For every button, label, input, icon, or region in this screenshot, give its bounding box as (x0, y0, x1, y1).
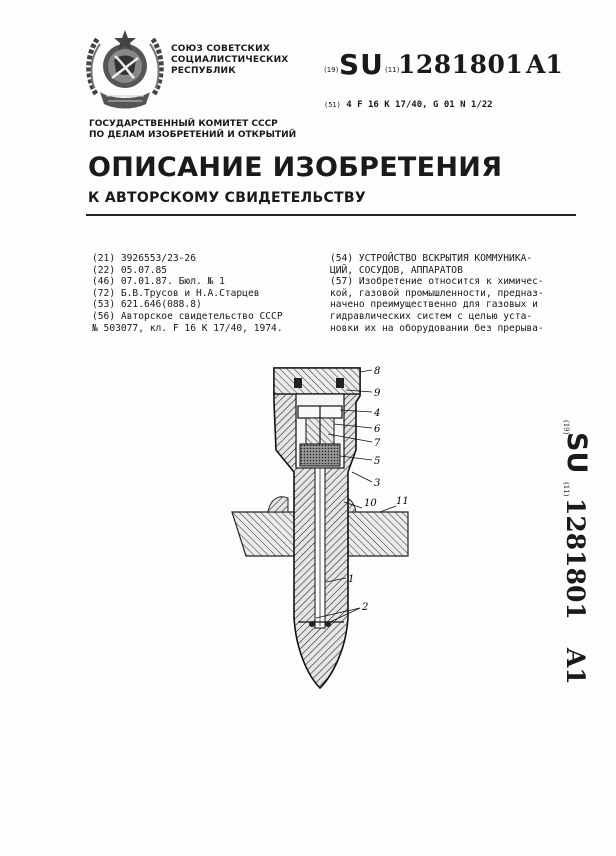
abstract-line: новки их на оборудовании без прерыва- (330, 322, 544, 334)
committee-name (89, 119, 296, 141)
sub-label: (11) (385, 66, 400, 74)
side-kind-code: A1 (561, 648, 590, 685)
biblio-line: (56) Авторское свидетельство СССР (92, 310, 283, 322)
figure-label: 3 (374, 478, 381, 489)
union-line: СОЦИАЛИСТИЧЕСКИХ (171, 55, 289, 65)
figure-label: 1 (348, 574, 355, 585)
ussr-emblem (84, 24, 166, 110)
union-name (171, 44, 288, 77)
side-doc-number-label: (19) (562, 420, 570, 435)
union-line: СОЮЗ СОВЕТСКИХ (171, 44, 270, 54)
side-sub-label: (11) (562, 482, 570, 497)
biblio-line: (22) 05.07.85 (92, 264, 168, 276)
biblio-line: № 503077, кл. F 16 K 17/40, 1974. (92, 322, 283, 334)
kind-code: A1 (526, 50, 563, 79)
figure-label: 11 (396, 496, 409, 507)
side-country-code: SU (561, 432, 592, 474)
committee-line: ПО ДЕЛАМ ИЗОБРЕТЕНИЙ И ОТКРЫТИЙ (89, 130, 297, 140)
abstract-line: гидравлических систем с целью уста- (330, 310, 533, 322)
committee-line: ГОСУДАРСТВЕННЫЙ КОМИТЕТ СССР (89, 119, 278, 129)
header-divider (86, 214, 576, 216)
figure-label: 7 (374, 438, 381, 449)
abstract-line: кой, газовой промышленности, предназ- (330, 287, 544, 299)
biblio-line: (53) 621.646(088.8) (92, 299, 202, 311)
union-line: РЕСПУБЛИК (171, 66, 236, 76)
side-patent-number: 1281801 (561, 498, 590, 620)
abstract-line: (54) УСТРОЙСТВО ВСКРЫТИЯ КОММУНИКА- (330, 253, 533, 264)
figure-label: 4 (374, 408, 381, 419)
abstract-line: (57) Изобретение относится к химичес- (330, 276, 544, 288)
figure-label: 8 (374, 366, 381, 377)
figure-label: 5 (374, 456, 381, 467)
country-code: SU (339, 48, 384, 81)
bibliographic-data (92, 253, 283, 334)
abstract-text (330, 253, 544, 334)
document-subtitle: К АВТОРСКОМУ СВИДЕТЕЛЬСТВУ (88, 190, 366, 206)
figure-label: 10 (364, 498, 377, 509)
side-identifier (240, 420, 592, 685)
figure-label: 9 (374, 388, 381, 399)
abstract-line: начено преимущественно для газовых и (330, 299, 538, 311)
figure-label: 6 (374, 424, 381, 435)
patent-number: 1281801 (398, 50, 524, 79)
biblio-line: (46) 07.01.87. Бюл. № 1 (92, 276, 225, 288)
biblio-line: (21) 3926553/23-26 (92, 253, 196, 264)
abstract-line: ЦИЙ, СОСУДОВ, АППАРАТОВ (330, 264, 463, 276)
ipc-classification (324, 100, 493, 110)
figure-label: 2 (362, 602, 369, 613)
ipc-label: (51) (324, 101, 341, 109)
document-title: ОПИСАНИЕ ИЗОБРЕТЕНИЯ (88, 152, 503, 183)
biblio-line: (72) Б.В.Трусов и Н.А.Старцев (92, 287, 260, 299)
doc-number-label: (19) (324, 66, 339, 74)
technical-drawing (228, 360, 418, 690)
ipc-value: 4 F 16 K 17/40, G 01 N 1/22 (346, 100, 493, 110)
